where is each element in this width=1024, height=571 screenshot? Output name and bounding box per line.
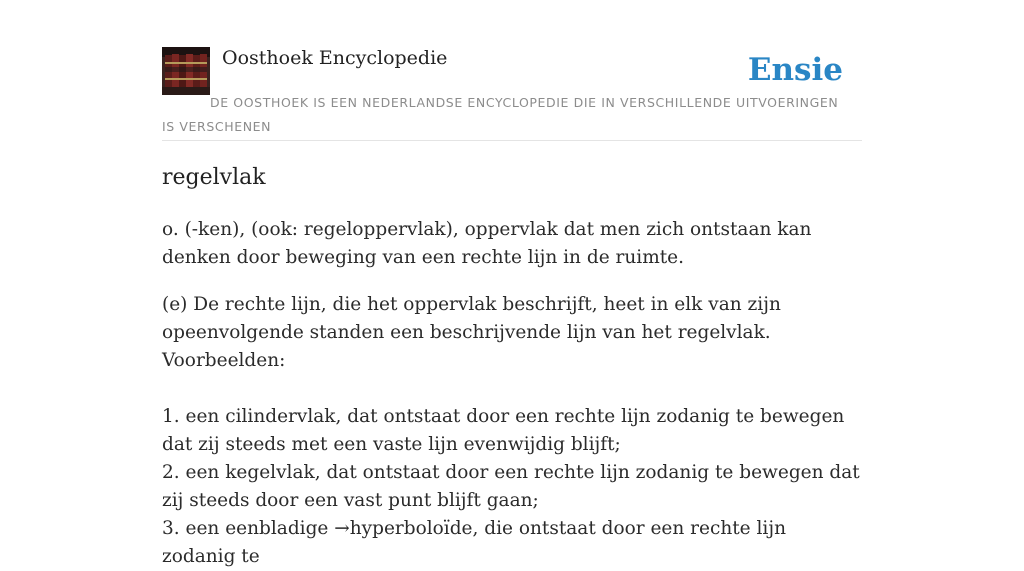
definition-paragraph: o. (-ken), (ook: regeloppervlak), oppervlak dat men zich ontstaan kan denken door beweging van een rechte lijn in de ruimte. bbox=[162, 219, 812, 268]
site-title-link[interactable]: Oosthoek Encyclopedie bbox=[222, 47, 448, 69]
ensie-logo-link[interactable]: Ensie bbox=[747, 52, 843, 88]
entry-content bbox=[162, 162, 864, 571]
explanation-paragraph: (e) De rechte lijn, die het oppervlak beschrijft, heet in elk van zijn opeenvolgende standen een beschrijvende lijn van het regelvlak. Voorbeelden: bbox=[162, 294, 781, 371]
encyclopedia-books-icon[interactable] bbox=[162, 47, 210, 95]
entry-title: regelvlak bbox=[162, 165, 266, 190]
site-tagline: DE OOSTHOEK IS EEN NEDERLANDSE ENCYCLOPEDIE DIE IN VERSCHILLENDE UITVOERINGEN IS VERSCHENEN bbox=[162, 95, 839, 134]
site-header bbox=[162, 46, 862, 141]
list-item: 2. een kegelvlak, dat ontstaat door een rechte lijn zodanig te bewegen dat zij steeds door een vast punt blijft gaan; bbox=[162, 462, 860, 511]
list-item: 3. een eenbladige →hyperboloïde, die ontstaat door een rechte lijn zodanig te bbox=[162, 518, 786, 567]
examples-list bbox=[162, 403, 864, 571]
list-item: 1. een cilindervlak, dat ontstaat door een rechte lijn zodanig te bewegen dat zij steeds met een vaste lijn evenwijdig blijft; bbox=[162, 406, 845, 455]
